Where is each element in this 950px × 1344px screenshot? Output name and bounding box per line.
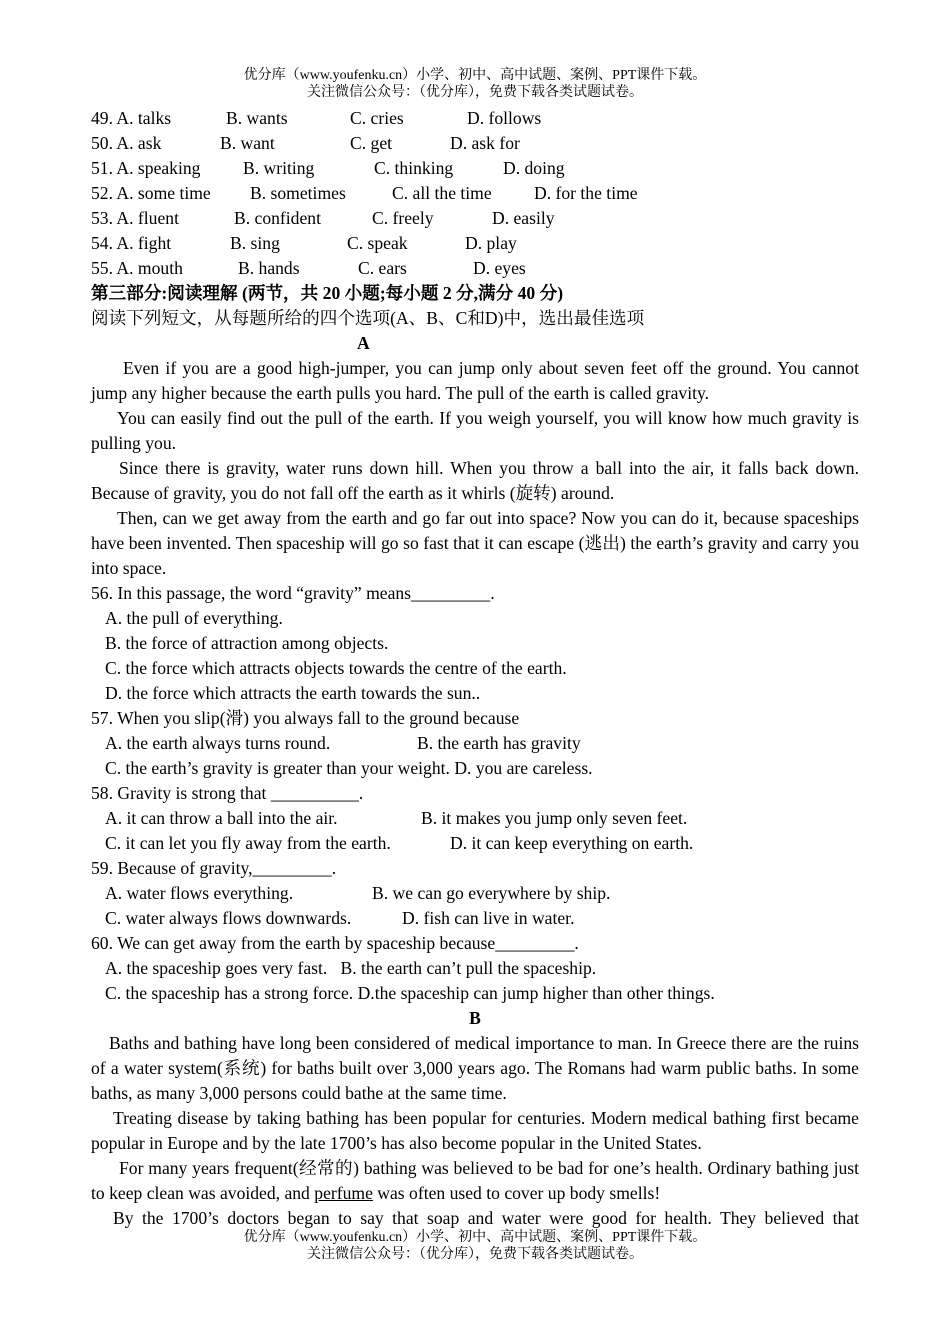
passage-b-paragraph-3: [91, 1156, 859, 1206]
paragraph-text-after: was often used to cover up body smells!: [372, 1183, 661, 1203]
question-57-option-b: B. the earth has gravity: [417, 733, 581, 753]
header-line-2: 关注微信公众号：（优分库），免费下载各类试题试卷。: [307, 85, 643, 100]
option-a: 49. A. talks: [91, 108, 172, 128]
question-57: 57. When you slip(滑) you always fall to the ground because: [91, 708, 520, 728]
exam-content: [91, 106, 859, 1231]
footer-line-1: 优分库（www.youfenku.cn）小学、初中、高中试题、案例、PPT课件下载。: [243, 1230, 707, 1245]
option-c: C. cries: [350, 108, 404, 128]
question-56-option-b: B. the force of attraction among objects.: [105, 633, 389, 653]
cloze-row-53: [91, 206, 859, 231]
question-59-option-b: B. we can go everywhere by ship.: [372, 883, 611, 903]
option-d: D. easily: [492, 208, 555, 228]
page-footer: [0, 1229, 950, 1263]
question-58: 58. Gravity is strong that __________.: [91, 783, 364, 803]
question-59-option-c: C. water always flows downwards.: [105, 908, 352, 928]
question-59-option-a: A. water flows everything.: [105, 883, 294, 903]
cloze-row-50: [91, 131, 859, 156]
question-58-options-ab: [91, 806, 859, 831]
option-a: 55. A. mouth: [91, 258, 183, 278]
passage-b-paragraph-1: Baths and bathing have long been considered of medical importance to man. In Greece there are the ruins of a water system(系统) for baths built over 3,000 years ago. The Romans had warm public baths. In some baths, as many 3,000 persons could bathe at the same time.: [91, 1033, 859, 1103]
option-b: B. sing: [230, 233, 280, 253]
passage-a-paragraph-2: You can easily find out the pull of the earth. If you weigh yourself, you will know how much gravity is pulling you.: [91, 408, 859, 453]
option-b: B. sometimes: [250, 183, 346, 203]
passage-a-paragraph-1: Even if you are a good high-jumper, you can jump only about seven feet off the ground. You cannot jump any higher because the earth pulls you hard. The pull of the earth is called gravity.: [91, 358, 859, 403]
question-57-options-cd: C. the earth’s gravity is greater than your weight. D. you are careless.: [105, 758, 593, 778]
section-instruction: 阅读下列短文，从每题所给的四个选项(A、B、C和D)中，选出最佳选项: [91, 308, 645, 328]
question-58-option-b: B. it makes you jump only seven feet.: [421, 808, 688, 828]
option-b: B. hands: [238, 258, 300, 278]
footer-line-2: 关注微信公众号：（优分库），免费下载各类试题试卷。: [307, 1247, 643, 1262]
option-b: B. writing: [243, 158, 315, 178]
question-58-options-cd: [91, 831, 859, 856]
section-title: 第三部分:阅读理解 (两节，共 20 小题;每小题 2 分,满分 40 分): [91, 283, 564, 303]
cloze-row-51: [91, 156, 859, 181]
cloze-options: [91, 106, 859, 281]
question-60-options-cd: C. the spaceship has a strong force. D.the spaceship can jump higher than other things.: [105, 983, 715, 1003]
option-b: B. confident: [234, 208, 321, 228]
underlined-word-perfume: perfume: [314, 1183, 373, 1203]
option-a: 51. A. speaking: [91, 158, 201, 178]
passage-a-paragraph-4: Then, can we get away from the earth and go far out into space? Now you can do it, because spaceships have been invented. Then spaceship will go so fast that it can escape (逃出) the earth’s gravity and carry you into space.: [91, 508, 859, 578]
question-56-option-a: A. the pull of everything.: [105, 608, 283, 628]
option-a: 53. A. fluent: [91, 208, 179, 228]
option-d: D. play: [465, 233, 517, 253]
option-d: D. doing: [503, 158, 565, 178]
option-d: D. for the time: [534, 183, 638, 203]
option-c: C. get: [350, 133, 393, 153]
question-59: 59. Because of gravity,_________.: [91, 858, 337, 878]
question-60: 60. We can get away from the earth by spaceship because_________.: [91, 933, 579, 953]
option-b: B. want: [220, 133, 275, 153]
passage-a-paragraph-3: Since there is gravity, water runs down hill. When you throw a ball into the air, it falls back down. Because of gravity, you do not fall off the earth as it whirls (旋转) around.: [91, 458, 859, 503]
question-56-option-c: C. the force which attracts objects towards the centre of the earth.: [105, 658, 567, 678]
option-c: C. ears: [358, 258, 407, 278]
page-header: [0, 67, 950, 101]
option-a: 54. A. fight: [91, 233, 172, 253]
passage-b-label: B: [469, 1008, 481, 1028]
option-b: B. wants: [226, 108, 288, 128]
option-c: C. speak: [347, 233, 408, 253]
question-56: 56. In this passage, the word “gravity” means_________.: [91, 583, 495, 603]
cloze-row-52: [91, 181, 859, 206]
header-line-1: 优分库（www.youfenku.cn）小学、初中、高中试题、案例、PPT课件下载。: [243, 68, 707, 83]
question-57-option-a: A. the earth always turns round.: [105, 733, 331, 753]
passage-a-label: A: [357, 333, 370, 353]
question-60-options-ab: A. the spaceship goes very fast. B. the earth can’t pull the spaceship.: [105, 958, 597, 978]
question-58-option-a: A. it can throw a ball into the air.: [105, 808, 338, 828]
cloze-row-49: [91, 106, 859, 131]
cloze-row-54: [91, 231, 859, 256]
question-59-options-ab: [91, 881, 859, 906]
question-56-option-d: D. the force which attracts the earth towards the sun..: [105, 683, 481, 703]
paragraph-text-before: For many years frequent(经常的) bathing was believed to be bad for one’s health. Ordinary bathing just to keep clean was avoided, and: [91, 1158, 859, 1203]
cloze-row-55: [91, 256, 859, 281]
option-d: D. follows: [467, 108, 542, 128]
passage-b-paragraph-2: Treating disease by taking bathing has been popular for centuries. Modern medical bathing first became popular in Europe and by the late 1700’s has also become popular in the United States.: [91, 1108, 859, 1153]
option-a: 52. A. some time: [91, 183, 211, 203]
option-d: D. eyes: [473, 258, 526, 278]
option-c: C. thinking: [374, 158, 454, 178]
option-c: C. all the time: [392, 183, 492, 203]
question-57-options-ab: [91, 731, 859, 756]
option-d: D. ask for: [450, 133, 520, 153]
passage-b-paragraph-4: By the 1700’s doctors began to say that soap and water were good for health. They believed that: [113, 1208, 859, 1228]
option-a: 50. A. ask: [91, 133, 162, 153]
question-59-options-cd: [91, 906, 859, 931]
option-c: C. freely: [372, 208, 434, 228]
question-58-option-d: D. it can keep everything on earth.: [450, 833, 694, 853]
question-59-option-d: D. fish can live in water.: [402, 908, 575, 928]
question-58-option-c: C. it can let you fly away from the earth.: [105, 833, 391, 853]
